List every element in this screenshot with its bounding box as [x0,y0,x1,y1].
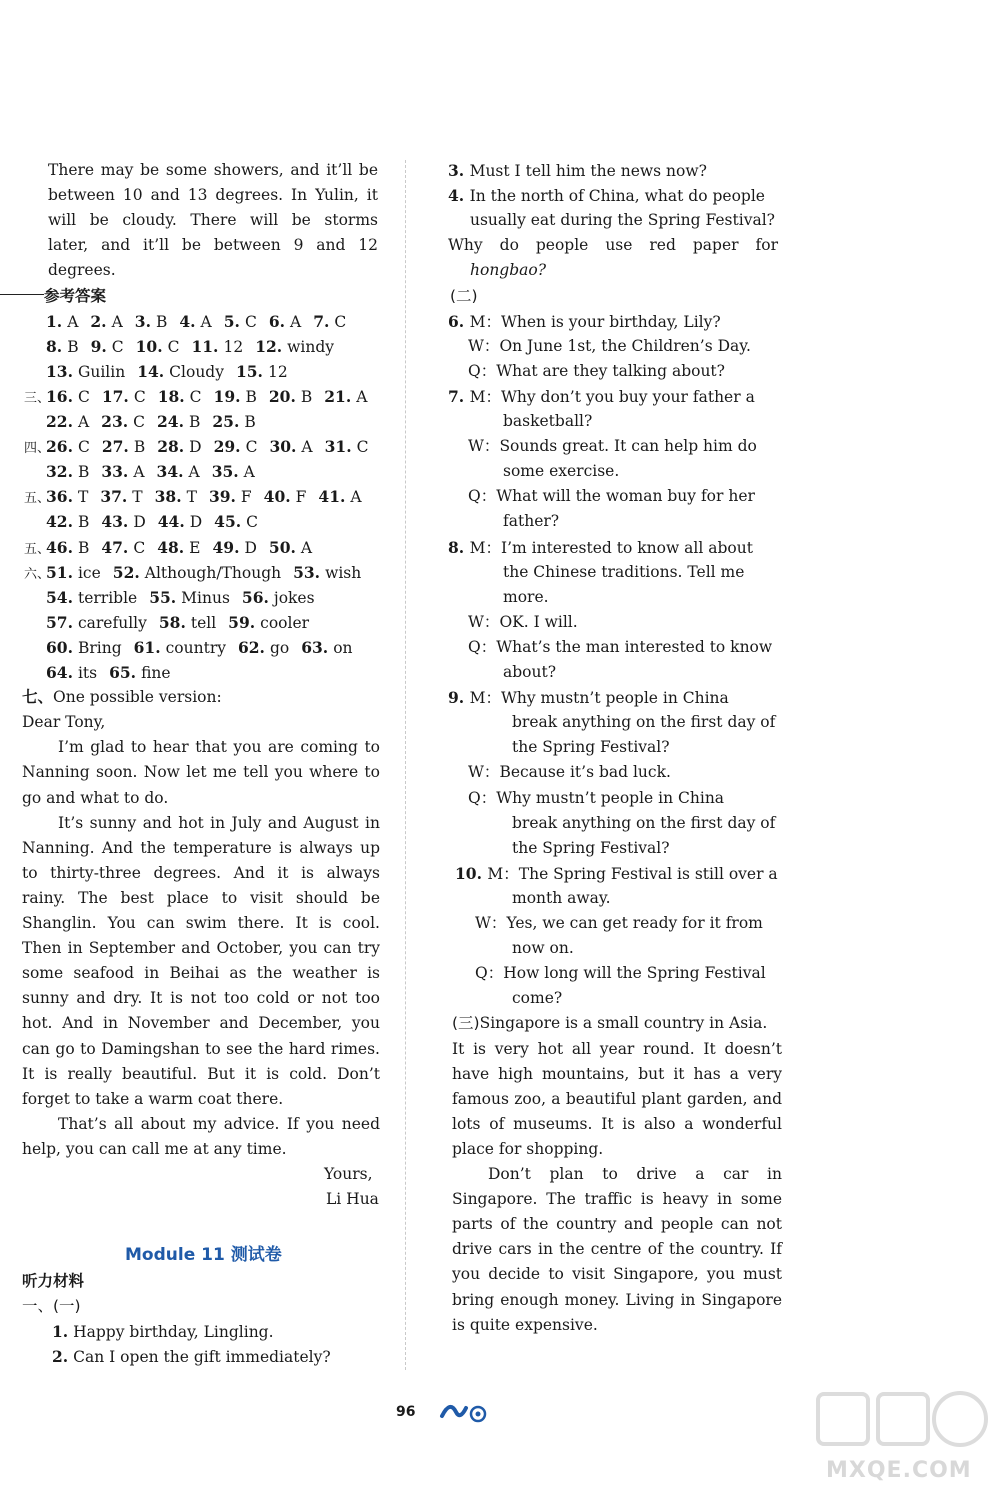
dialogue-text: the Spring Festival? [512,738,670,757]
dialogue-text: break anything on the first day of [512,713,776,732]
dialogue-text: The Spring Festival is still over a [518,864,778,883]
answer-number: 10. [135,336,163,356]
dialogue-text: the Spring Festival? [512,838,670,857]
dialogue-text: Yes, we can get ready for it from [506,914,763,932]
speaker-label: W： [468,437,500,456]
essay-line: rainy. The best place to visit should be [22,888,380,907]
answer-number: 48. [157,537,185,557]
dialogue-text: month away. [512,888,611,907]
answer-value: B [300,387,313,406]
dialogue-line [468,635,772,660]
speaker-label: M： [469,538,501,557]
answer-number: 41. [318,487,346,507]
dialogue-number: 7. [448,386,470,406]
answer-value: fine [141,664,171,682]
answer-value: ice [77,563,101,582]
answer-value: D [133,513,146,532]
essay-line: some seafood in Beihai as the weather is [22,964,380,983]
dialogue-line [468,359,725,384]
answer-row [24,434,380,461]
answer-row [24,384,379,411]
dialogue-line [468,484,755,509]
answer-number: 36. [46,487,73,507]
answer-number: 18. [157,386,185,406]
dialogue-line [512,836,670,861]
answer-value: D [189,513,203,532]
essay-line: Nanning. And the temperature is always up [22,838,380,857]
answer-value: C [77,438,90,457]
dialogue-line [503,660,556,685]
answer-value: B [244,413,256,431]
column-divider [405,160,406,1370]
letter-greeting: Dear Tony, [22,713,106,732]
passage-line: lots of museums. It is also a wonderful [452,1114,782,1133]
dialogue-line [503,585,549,610]
answer-number: 6. [268,311,285,331]
answer-value: C [244,312,257,331]
question-number: 4. [448,186,470,206]
answer-number: 45. [214,512,242,532]
dialogue-text: basketball? [503,412,593,430]
answer-number: 58. [158,612,186,632]
question-line: Why do people use red paper for [448,236,778,255]
passage-line: parts of the country and people can not [452,1215,782,1234]
answer-number: 21. [324,386,352,406]
answer-value: wish [325,563,362,582]
answer-number: 1. [46,311,63,331]
dialogue-text: some exercise. [503,462,620,481]
weather-line: degrees. [48,261,116,280]
answer-value: C [334,312,347,331]
speaker-label: W： [468,612,500,631]
dialogue-line [468,786,724,811]
answer-value: F [240,488,252,507]
dialogue-line [512,936,574,961]
answer-number: 20. [268,386,296,406]
answer-value: D [189,438,202,457]
dialogue-line [475,911,763,936]
dialogue-text: Why don’t you buy your father a [500,387,755,406]
answer-value: T [186,488,197,507]
answer-number: 30. [269,437,297,457]
answer-number: 23. [101,412,129,431]
answer-value: carefully [77,613,147,632]
answer-value: B [188,413,201,431]
passage-line: Don’t plan to drive a car in [488,1165,782,1183]
answer-number: 52. [112,562,140,582]
dialogue-text: now on. [512,939,574,958]
part-one-heading: 一、(一) [22,1297,81,1315]
answer-value: E [189,538,201,557]
speaker-label: Q： [468,788,497,807]
answer-row [24,459,267,485]
answer-number: 5. [223,311,240,331]
answer-number: 2. [90,311,107,331]
answer-number: 34. [156,462,184,482]
question-text: Can I open the gift immediately? [73,1348,331,1366]
dialogue-line [468,334,751,359]
dialogue-line [512,811,775,836]
answer-number: 27. [101,437,129,457]
answer-number: 32. [46,462,73,482]
dialogue-text: the Chinese traditions. Tell me [503,562,745,581]
dialogue-number: 8. [448,537,470,557]
answer-value: 12 [267,362,288,381]
answer-number: 53. [293,562,321,582]
answer-value: A [356,387,368,406]
answer-number: 37. [100,487,128,507]
essay-heading-text: One possible version: [53,688,222,707]
answer-number: 39. [208,487,236,507]
answer-number: 14. [137,361,165,381]
dialogue-line [468,610,578,635]
passage-line: famous zoo, a beautiful plant garden, and [452,1089,782,1108]
answer-row [24,585,327,611]
section-marker: 五、 [24,491,51,507]
answer-value: C [111,337,124,356]
answer-number: 42. [46,512,73,532]
essay-line: sunny and dry. It is not too cold or not too [22,989,380,1008]
passage-line: you decide to visit Singapore, you must [452,1265,782,1284]
answer-value: 12 [223,337,244,356]
answer-value: C [246,513,259,532]
answer-value: B [155,312,168,331]
answer-number: 47. [101,537,129,557]
dialogue-text: Why mustn’t people in China [500,689,729,708]
answer-row [24,660,183,686]
passage-line: It is very hot all year round. It doesn’t [452,1039,782,1058]
answer-number: 33. [101,462,129,482]
dialogue-text: about? [503,663,557,681]
answer-number: 54. [46,587,73,607]
answer-number: 15. [235,361,263,381]
speaker-label: M： [487,864,519,883]
answer-row [24,334,346,360]
answer-number: 7. [313,311,330,331]
answer-value: A [300,538,313,557]
question-line [470,258,546,283]
answer-value: its [77,664,98,682]
essay-heading-number: 七、 [22,688,54,707]
answer-value: C [356,438,369,457]
dialogue-line [468,434,757,459]
weather-line: There may be some showers, and it’ll be [48,161,378,179]
answer-number: 65. [109,663,137,682]
speaker-label: Q： [468,361,497,380]
answer-number: 60. [46,637,73,657]
answer-number: 50. [268,537,296,557]
dialogue-line [448,384,755,410]
answer-value: A [243,463,255,482]
dialogue-number: 9. [448,688,470,708]
answer-value: A [133,463,145,482]
dialogue-text: father? [503,512,560,531]
essay-line: That’s all about my advice. If you need [58,1114,380,1133]
answer-number: 55. [149,587,177,607]
answer-value: C [133,387,146,406]
question-line [448,183,765,209]
answer-number: 49. [212,537,240,557]
question-1 [52,1319,274,1345]
answer-value: B [245,387,257,406]
answer-number: 43. [101,512,129,532]
dialogue-text: I’m interested to know all about [500,538,753,557]
section-marker: 六、 [24,566,51,582]
dialogue-line [448,685,729,711]
essay-heading [22,685,222,710]
answer-number: 64. [46,663,73,682]
dialogue-number: 10. [455,863,488,883]
answer-number: 11. [191,336,219,356]
answer-value: windy [287,337,335,356]
answer-number: 13. [46,361,73,381]
question-text: Must I tell him the news now? [469,162,707,180]
essay-line: It’s sunny and hot in July and August in [58,813,380,832]
essay-line: I’m glad to hear that you are coming to [58,738,380,757]
answer-value: A [301,438,313,457]
essay-line: help, you can call me at any time. [22,1139,287,1158]
answer-row [24,509,270,535]
dialogue-text: Why mustn’t people in China [496,788,725,807]
answer-number: 63. [301,637,329,657]
answer-value: go [269,638,290,657]
answer-number: 26. [46,437,73,457]
speaker-label: M： [469,387,501,406]
answer-number: 35. [211,462,239,482]
answer-row [24,409,268,435]
answer-number: 31. [324,437,352,457]
question-number: 1. [52,1322,69,1341]
answer-number: 22. [46,412,73,431]
answer-row [24,535,324,562]
passage-line: have high mountains, but it has a very [452,1064,782,1083]
answer-number: 62. [237,637,265,657]
dialogue-line [512,735,670,760]
answer-value: A [77,413,90,431]
answer-value: cooler [260,613,310,632]
letter-signature: Li Hua [326,1190,379,1209]
answer-value: terrible [77,588,138,607]
answer-value: T [77,488,89,507]
speaker-label: W： [468,763,500,782]
passage-line: place for shopping. [452,1139,604,1158]
answer-number: 4. [179,311,196,331]
answer-value: D [244,538,257,557]
answer-value: Although/Though [144,563,282,582]
essay-line: go and what to do. [22,788,169,807]
answer-number: 29. [213,437,241,457]
essay-line: hot. And in November and December, you [22,1014,380,1033]
dialogue-text: What will the woman buy for her [496,487,755,506]
dialogue-text: break anything on the first day of [512,813,776,832]
answer-value: Cloudy [169,362,224,381]
answer-value: A [350,488,362,507]
speaker-label: Q： [468,487,497,506]
dialogue-text: Because it’s bad luck. [499,763,671,782]
essay-line: forget to take a warm coat there. [22,1089,284,1108]
answer-number: 57. [46,612,73,632]
answer-row [24,359,300,385]
dialogue-line [475,961,766,986]
dialogue-line [512,986,562,1011]
dialogue-text: On June 1st, the Children’s Day. [499,336,751,355]
question-text: Happy birthday, Lingling. [73,1323,274,1341]
answer-row [24,635,365,661]
answer-value: B [77,538,90,557]
answer-value: jokes [273,588,315,607]
answer-value: T [132,488,143,507]
question-number: 2. [52,1347,69,1366]
answer-value: C [133,538,146,557]
essay-line: to thirty-three degrees. And it is always [22,863,380,882]
answer-value: A [290,312,302,331]
answer-value: C [133,413,146,431]
question-2 [52,1344,331,1370]
dialogue-line [503,459,619,484]
speaker-label: W： [475,914,507,932]
answer-row [24,560,373,587]
question-line: usually eat during the Spring Festival? [470,211,775,230]
answer-heading: 参考答案 [44,286,107,305]
section-marker: 三、 [24,390,51,406]
answer-value: A [200,312,212,331]
part-three-heading: (三) [452,1014,480,1033]
dialogue-text: What are they talking about? [496,361,725,380]
dialogue-line [448,309,721,335]
answer-value: C [245,438,258,457]
answer-value: B [77,513,90,532]
answer-value: A [67,312,79,331]
speaker-label: Q： [475,964,504,983]
answer-value: C [167,337,180,356]
passage-line: is quite expensive. [452,1315,598,1334]
listening-heading: 听力材料 [22,1272,85,1290]
question-text: In the north of China, what do people [469,187,765,206]
section-rule [0,294,44,295]
question-line [448,158,707,184]
passage-line: Singapore is a small country in Asia. [479,1014,768,1033]
answer-number: 8. [46,336,63,356]
answer-row [24,309,358,335]
answer-number: 40. [263,487,291,507]
wave-logo-icon [438,1398,490,1430]
dialogue-number: 6. [448,311,470,331]
letter-closing: Yours, [324,1165,373,1183]
answer-value: B [77,463,90,482]
module-title: Module 11 测试卷 [125,1245,282,1265]
essay-line: Nanning soon. Now let me tell you where to [22,763,380,782]
answer-number: 25. [212,412,240,431]
answer-number: 19. [213,386,241,406]
answer-row [24,610,321,636]
answer-value: Minus [181,588,230,607]
answer-value: on [333,638,353,657]
answer-value: A [188,463,200,482]
passage-first-line [452,1011,767,1036]
answer-value: C [189,387,202,406]
dialogue-line [455,861,778,887]
dialogue-line [503,509,559,534]
answer-number: 46. [46,537,73,557]
dialogue-text: OK. I will. [499,612,578,631]
dialogue-line [503,409,592,434]
essay-line: It is really beautiful. But it is cold. Don’t [22,1064,380,1083]
essay-line: Shanglin. You can swim there. It is cool. [22,914,380,932]
section-marker: 五、 [24,541,51,557]
answer-number: 28. [157,437,185,457]
dialogue-line [468,760,671,785]
dialogue-text: How long will the Spring Festival [503,964,766,983]
answer-number: 59. [228,612,256,632]
section-marker: 四、 [24,441,51,457]
dialogue-text: What’s the man interested to know [496,637,773,656]
essay-line: can go to Damingshan to see the hard rimes. [22,1039,380,1058]
answer-number: 44. [157,512,185,532]
answer-number: 61. [133,637,161,657]
page-number: 96 [396,1404,416,1420]
weather-line: between 10 and 13 degrees. In Yulin, it [48,186,378,205]
answer-row [24,484,374,511]
passage-line: drive cars in the centre of the country. If [452,1240,782,1259]
passage-line: Singapore. The traffic is heavy in some [452,1190,782,1209]
passage-line: bring enough money. Living in Singapore [452,1290,782,1309]
dialogue-line [512,710,775,735]
answer-number: 3. [134,311,151,331]
answer-value: B [133,438,146,457]
answer-value: A [111,312,123,331]
essay-line: Then in September and October, you can try [22,939,380,958]
answer-number: 16. [46,386,73,406]
answer-value: B [67,337,79,356]
answer-value: C [77,387,90,406]
answer-value: F [295,488,307,507]
answer-number: 12. [255,336,283,356]
answer-number: 24. [157,412,184,431]
dialogue-line [503,560,744,585]
question-text: hongbao? [470,261,547,280]
dialogue-text: Sounds great. It can help him do [499,437,757,456]
answer-number: 51. [46,562,73,582]
dialogue-text: more. [503,587,549,606]
answer-value: country [165,638,226,657]
answer-value: tell [190,613,217,632]
dialogue-line [512,886,611,911]
dialogue-text: When is your birthday, Lily? [500,312,721,331]
speaker-label: W： [468,336,500,355]
answer-value: Bring [77,638,122,657]
speaker-label: M： [469,689,501,708]
speaker-label: Q： [468,637,497,656]
answer-number: 38. [154,487,182,507]
question-number: 3. [448,161,470,180]
speaker-label: M： [469,312,501,331]
answer-number: 17. [101,386,129,406]
watermark-text: MXQE.COM [826,1458,972,1483]
dialogue-text: come? [512,989,563,1008]
part-two-heading: (二) [450,286,478,305]
answer-number: 56. [241,587,269,607]
answer-value: Guilin [77,362,126,381]
dialogue-line [448,535,753,561]
weather-line: later, and it’ll be between 9 and 12 [48,236,378,255]
answer-number: 9. [90,336,107,356]
weather-line: will be cloudy. There will be storms [48,211,378,230]
